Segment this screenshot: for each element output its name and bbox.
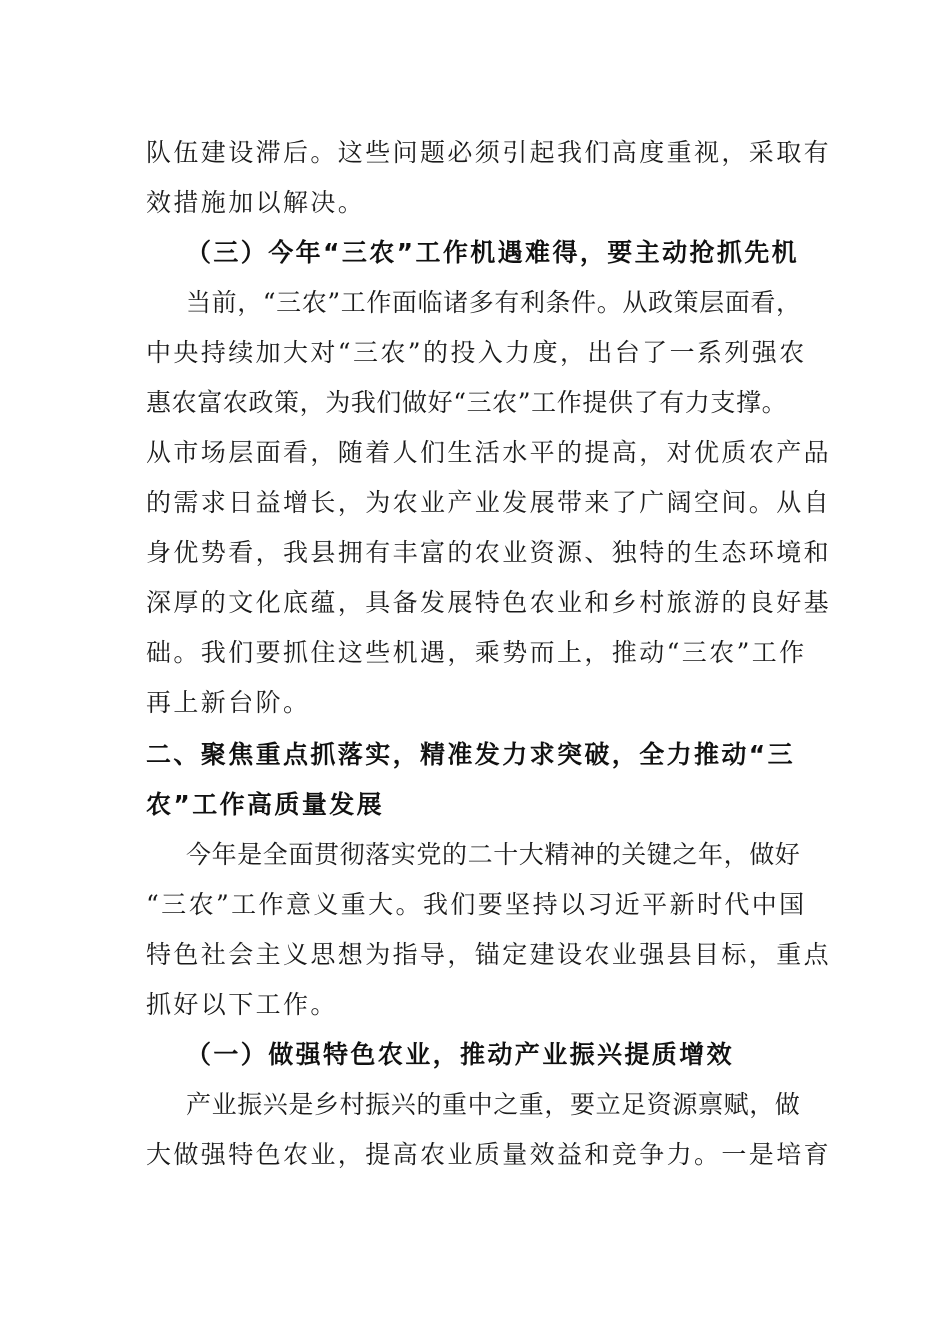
paragraph-line: 队伍建设滞后。这些问题必须引起我们高度重视，采取有 [146,138,832,167]
paragraph-line: 身优势看，我县拥有丰富的农业资源、独特的生态环境和 [146,538,832,567]
paragraph-line: 从市场层面看，随着人们生活水平的提高，对优质农产品 [146,438,832,467]
paragraph-line: 础。我们要抓住这些机遇，乘势而上，推动“三农”工作 [146,638,807,667]
subheading-3: （三）今年“三农”工作机遇难得，要主动抢抓先机 [186,238,800,267]
paragraph-line: 的需求日益增长，为农业产业发展带来了广阔空间。从自 [146,488,832,517]
section-heading-2-cont: 农”工作高质量发展 [146,790,385,819]
paragraph-line: 惠农富农政策，为我们做好“三农”工作提供了有力支撑。 [146,388,788,417]
paragraph-line: 大做强特色农业，提高农业质量效益和竞争力。一是培育 [146,1140,832,1169]
paragraph-line: 效措施加以解决。 [146,188,366,217]
paragraph-line: 今年是全面贯彻落实党的二十大精神的关键之年，做好 [186,840,801,869]
subheading-1: （一）做强特色农业，推动产业振兴提质增效 [186,1040,735,1069]
section-heading-2: 二、聚焦重点抓落实，精准发力求突破，全力推动“三 [146,740,796,769]
paragraph-line: “三农”工作意义重大。我们要坚持以习近平新时代中国 [146,890,807,919]
paragraph-line: 特色社会主义思想为指导，锚定建设农业强县目标，重点 [146,940,832,969]
paragraph-line: 当前，“三农”工作面临诸多有利条件。从政策层面看， [186,288,802,317]
paragraph-line: 深厚的文化底蕴，具备发展特色农业和乡村旅游的良好基 [146,588,832,617]
paragraph-line: 产业振兴是乡村振兴的重中之重，要立足资源禀赋，做 [186,1090,801,1119]
paragraph-line: 抓好以下工作。 [146,990,338,1019]
paragraph-line: 中央持续加大对“三农”的投入力度，出台了一系列强农 [146,338,807,367]
paragraph-line: 再上新台阶。 [146,688,311,717]
